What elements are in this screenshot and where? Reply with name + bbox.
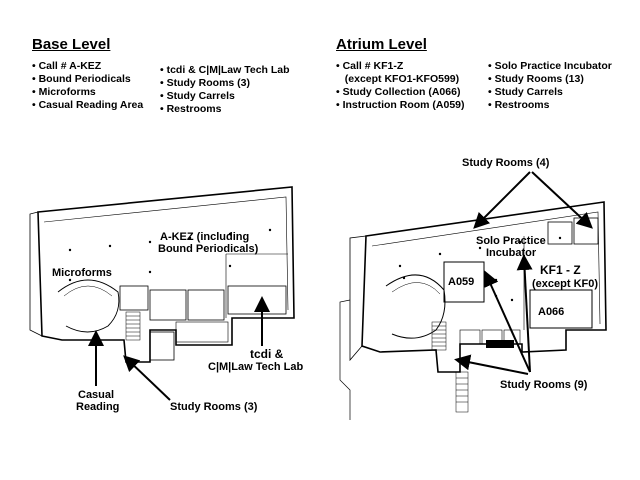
list-item: • Microforms [32, 86, 143, 99]
list-item: (except KFO1-KFO599) [344, 73, 460, 85]
base-arrows [96, 300, 262, 400]
tech-lab-label: C|M|Law Tech Lab [208, 361, 304, 373]
list-item: • Study Carrels [160, 90, 290, 103]
list-item: • Call # KF1-Z [336, 60, 465, 73]
list-item: • Instruction Room (A059) [336, 99, 465, 112]
list-item: • Restrooms [160, 103, 290, 116]
list-item: • Casual Reading Area [32, 99, 143, 112]
a066-label: A066 [538, 306, 565, 318]
atrium-study-rooms-9-label: Study Rooms (9) [500, 379, 588, 391]
list-item: • Call # A-KEZ [32, 60, 143, 73]
base-level-title: Base Level [32, 36, 111, 53]
list-item: • Study Collection (A066) [336, 86, 465, 99]
list-item: • tcdi & C|M|Law Tech Lab [160, 64, 290, 77]
list-item: • Study Rooms (3) [160, 77, 290, 90]
a059-label: A059 [448, 276, 475, 288]
list-item: • Bound Periodicals [32, 73, 143, 86]
casual-reading-label-line2: Reading [76, 401, 120, 413]
akez-label: A-KEZ (including [160, 231, 250, 243]
atrium-level-title: Atrium Level [336, 36, 427, 53]
list-item: • Study Carrels [488, 86, 612, 99]
list-item: • Solo Practice Incubator [488, 60, 612, 73]
base-study-rooms-label: Study Rooms (3) [170, 401, 258, 413]
kf-label: KF1 - Z [540, 263, 581, 277]
casual-reading-label: Casual [78, 389, 115, 401]
solo-practice-label: Solo Practice [476, 235, 546, 247]
list-item: • Restrooms [488, 99, 612, 112]
incubator-label: Incubator [486, 247, 537, 259]
atrium-study-rooms-4-label: Study Rooms (4) [462, 157, 550, 169]
microforms-label: Microforms [52, 267, 112, 279]
tcdi-label: tcdi & [250, 347, 284, 361]
kf-label-line2: (except KF0) [532, 278, 599, 290]
list-item: • Study Rooms (13) [488, 73, 612, 86]
akez-label-line2: Bound Periodicals) [158, 243, 259, 255]
